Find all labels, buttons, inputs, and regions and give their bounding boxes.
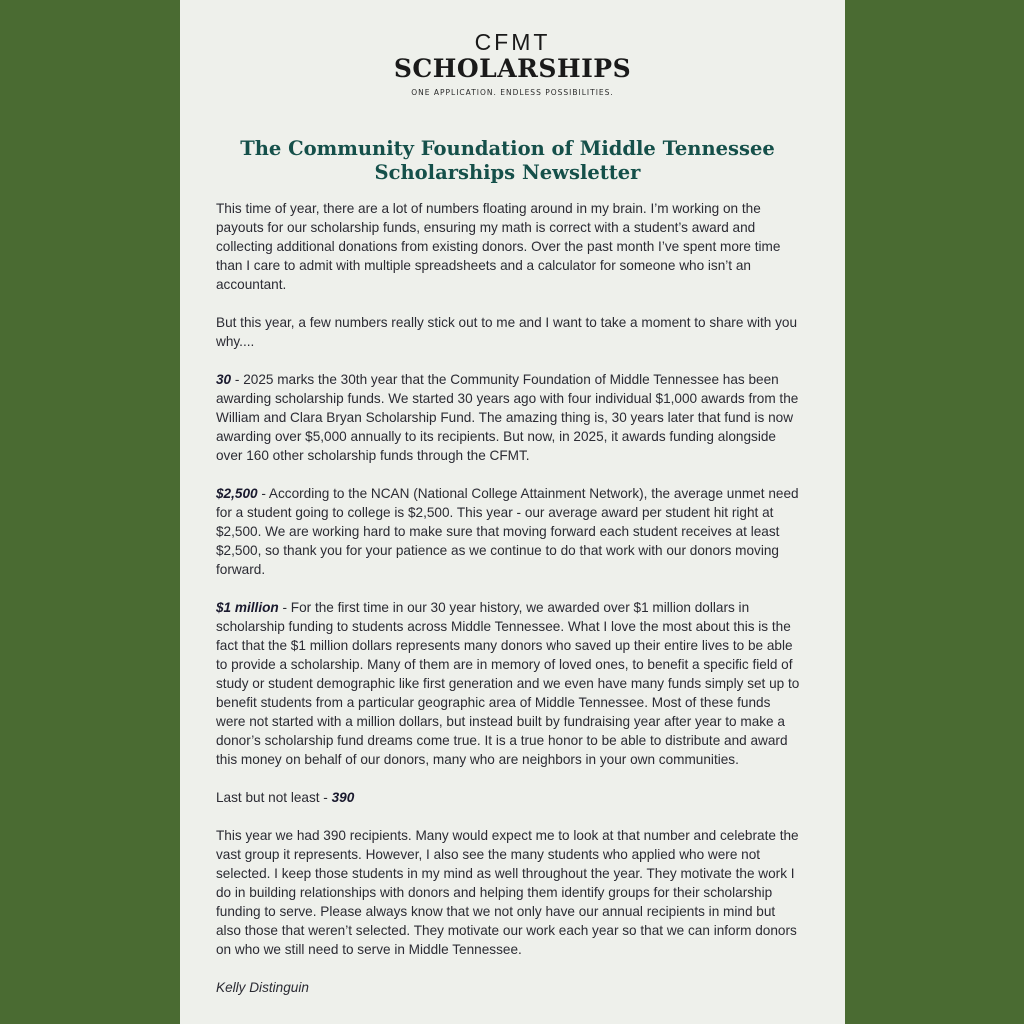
paragraph-2500-text: - According to the NCAN (National College Attainment Network), the average unmet need for a student going to college is $2,500. This year - our average award per student hit right at $2,500. We are working hard to make sure that moving forward each student receives at least $2,500, so thank you for your patience as we continue to do that work with our donors moving forward. (216, 486, 799, 577)
paragraph-1-million (216, 598, 802, 769)
last-but-not-least-text: Last but not least - (216, 790, 332, 805)
logo-cfmt-text: CFMT (474, 29, 551, 55)
paragraph-1-million-text: - For the first time in our 30 year history, we awarded over $1 million dollars in scholarship funding to students across Middle Tennessee. What I love the most about this is the fact that the $1 million dollars represents many donors who saved up their entire lives to be able to provide a scholarship. Many of them are in memory of loved ones, to benefit a specific field of study or student demographic like first generation and we even have many funds simply set up to benefit students from a particular geographic area of Middle Tennessee. Most of these funds were not started with a million dollars, but instead built by fundraising year after year to make a donor’s scholarship fund dreams come true. It is a true honor to be able to distribute and award this money on behalf of our donors, many who are neighbors in your own communities. (216, 600, 800, 767)
paragraph-intro: This time of year, there are a lot of numbers floating around in my brain. I’m working on the payouts for our scholarship funds, ensuring my math is correct with a student’s award and collecting additional donations from existing donors. Over the past month I’ve spent more time than I care to admit with multiple spreadsheets and a calculator for someone who isn’t an accountant. (216, 201, 781, 292)
logo-scholarships-text: SCHOLARSHIPS (393, 54, 632, 83)
title-line-2: Scholarships Newsletter (374, 161, 641, 184)
paragraph-30 (216, 370, 802, 465)
paragraph-last-but-not-least (216, 788, 802, 807)
keyword-2500: $2,500 (216, 486, 258, 501)
paragraph-numbers-lead: But this year, a few numbers really stick out to me and I want to take a moment to share with you why.... (216, 315, 798, 349)
keyword-390: 390 (331, 790, 355, 805)
cfmt-scholarships-logo (180, 30, 845, 98)
newsletter-page (180, 0, 845, 1024)
newsletter-title (216, 137, 799, 185)
paragraph-30-text: - 2025 marks the 30th year that the Community Foundation of Middle Tennessee has been awarding scholarship funds. We started 30 years ago with four individual $1,000 awards from the William and Clara Bryan Scholarship Fund. The amazing thing is, 30 years later that fund is now awarding over $5,000 annually to its recipients. But now, in 2025, it awards funding alongside over 160 other scholarship funds through the CFMT. (216, 372, 799, 463)
logo-tagline: ONE APPLICATION. ENDLESS POSSIBILITIES. (411, 88, 614, 97)
signature: Kelly Distinguin (216, 980, 309, 995)
keyword-1-million: $1 million (216, 600, 279, 615)
keyword-30: 30 (216, 372, 232, 387)
paragraph-390: This year we had 390 recipients. Many would expect me to look at that number and celebrate the vast group it represents. However, I also see the many students who applied who were not selected. I keep those students in my mind as well throughout the year. They motivate the work I do in building relationships with donors and helping them identify groups for their scholarship funding to serve. Please always know that we not only have our annual recipients in mind but also those that weren’t selected. They motivate our work each year so that we can inform donors on who we still need to serve in Middle Tennessee. (216, 828, 799, 957)
title-line-1: The Community Foundation of Middle Tennessee (240, 137, 775, 160)
newsletter-body (216, 199, 802, 1016)
paragraph-2500 (216, 484, 802, 579)
